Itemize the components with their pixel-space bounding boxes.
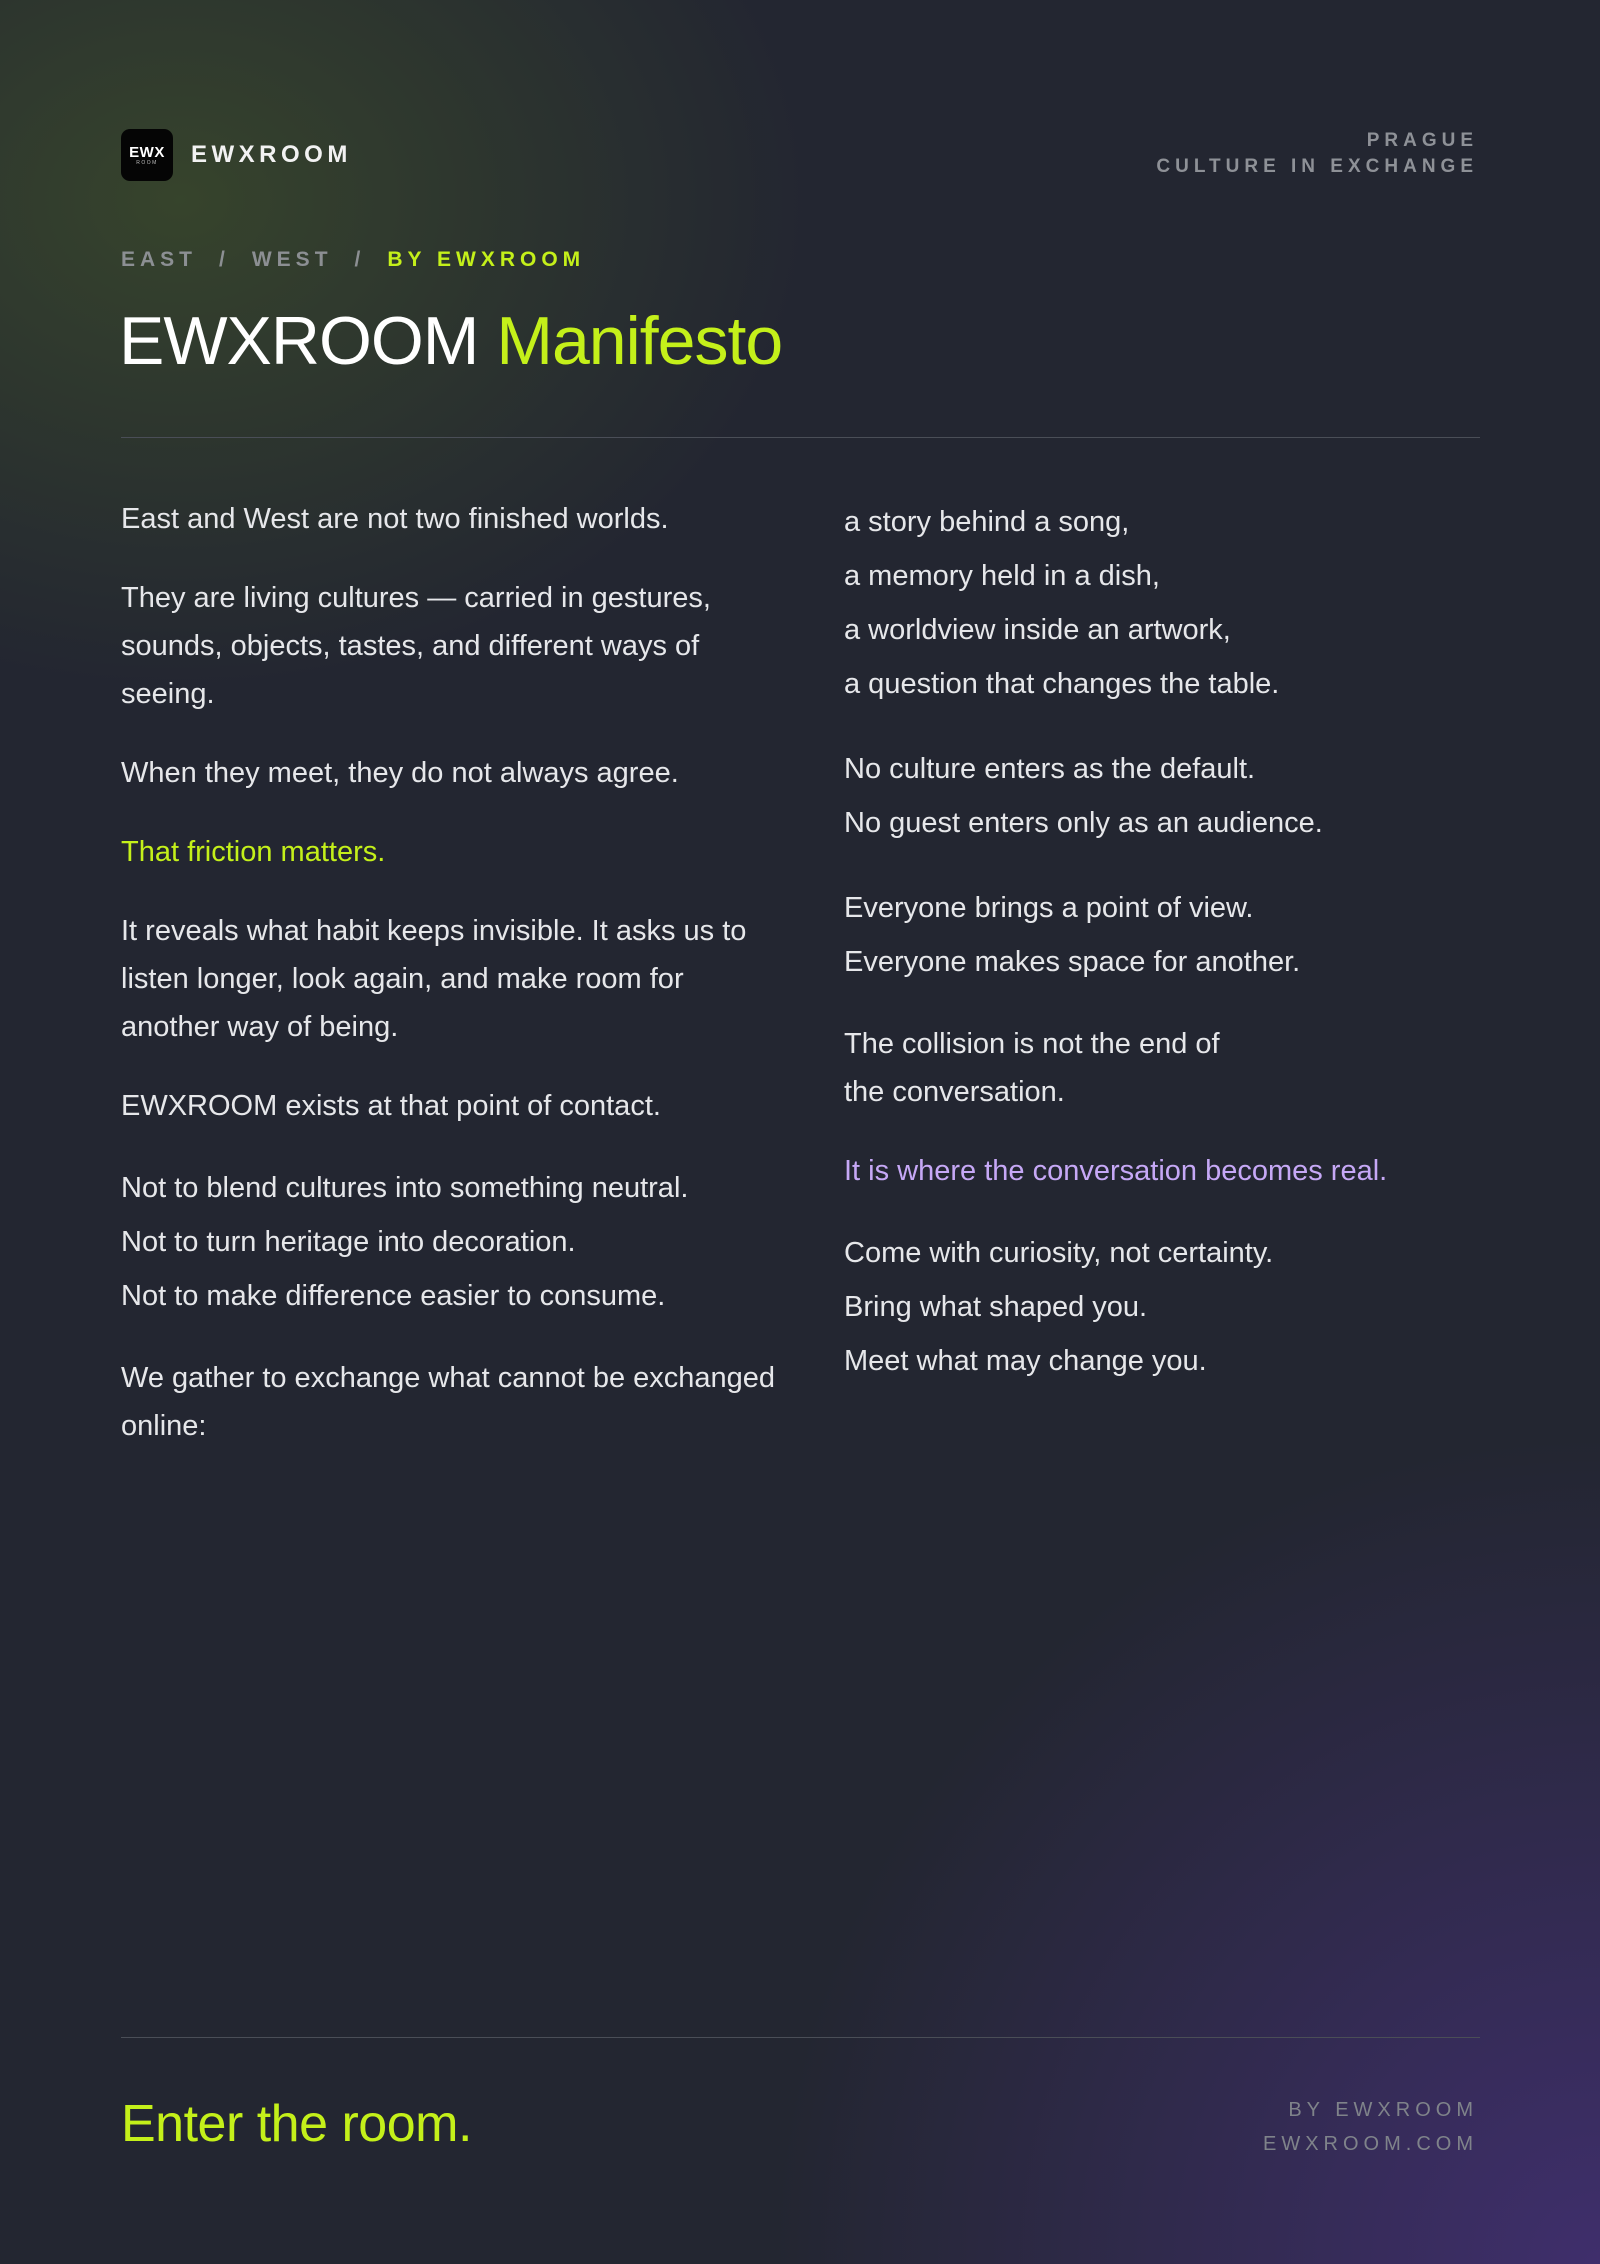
paragraph-lines [844, 1020, 1504, 1116]
paragraph-lines [844, 742, 1504, 850]
kicker [121, 248, 585, 272]
line: Not to blend cultures into something neutral. [121, 1172, 689, 1204]
highlight-paragraph: It is where the conversation becomes real. [844, 1155, 1388, 1187]
title-main: EWXROOM [119, 303, 479, 379]
paragraph: We gather to exchange what cannot be exchanged online: [121, 1362, 776, 1442]
kicker-by: BY EWXROOM [387, 248, 586, 271]
line: Bring what shaped you. [844, 1291, 1148, 1323]
highlight-paragraph: That friction matters. [121, 836, 386, 868]
footer-url: EWXROOM.COM [1263, 2133, 1478, 2155]
line: Not to make difference easier to consume. [121, 1280, 666, 1312]
line: The collision is not the end of [844, 1028, 1220, 1060]
paragraph: They are living cultures — carried in gestures, sounds, objects, tastes, and different ways of seeing. [121, 582, 711, 710]
line: a question that changes the table. [844, 668, 1280, 700]
call-to-action: Enter the room. [121, 2095, 472, 2153]
kicker-west: WEST [251, 248, 333, 271]
line: the conversation. [844, 1076, 1065, 1108]
location-block [1156, 128, 1478, 180]
logo-mark: EWX [129, 143, 165, 161]
footer-info [1263, 2093, 1478, 2161]
divider-top [121, 437, 1480, 438]
manifesto-left-column [121, 495, 781, 1481]
ewx-room-logo-icon [121, 129, 173, 181]
line: No culture enters as the default. [844, 753, 1256, 785]
title-accent: Manifesto [496, 303, 783, 379]
divider-bottom [121, 2037, 1480, 2038]
paragraph: EWXROOM exists at that point of contact. [121, 1090, 661, 1122]
manifesto-right-column [844, 495, 1504, 1419]
paragraph: East and West are not two finished worlds. [121, 503, 669, 535]
line: a worldview inside an artwork, [844, 614, 1231, 646]
page-title [119, 296, 782, 386]
brand [121, 129, 352, 181]
paragraph-lines [121, 1161, 781, 1323]
line: Come with curiosity, not certainty. [844, 1237, 1274, 1269]
kicker-separator: / [354, 248, 366, 271]
location-city: PRAGUE [1366, 130, 1478, 151]
line: Not to turn heritage into decoration. [121, 1226, 576, 1258]
footer-by: BY EWXROOM [1288, 2099, 1478, 2121]
line: Meet what may change you. [844, 1345, 1207, 1377]
line: a memory held in a dish, [844, 560, 1160, 592]
line: Everyone makes space for another. [844, 946, 1301, 978]
brand-name: EWXROOM [191, 141, 352, 168]
line: No guest enters only as an audience. [844, 807, 1323, 839]
kicker-separator: / [219, 248, 230, 271]
paragraph-lines [844, 881, 1504, 989]
logo-sub: ROOM [136, 159, 158, 166]
paragraph: It reveals what habit keeps invisible. It asks us to listen longer, look again, and make room for another way of being. [121, 915, 747, 1043]
kicker-east: EAST [121, 248, 198, 271]
paragraph-lines [844, 1226, 1504, 1388]
line: a story behind a song, [844, 506, 1130, 538]
paragraph-lines [844, 495, 1504, 711]
line: Everyone brings a point of view. [844, 892, 1254, 924]
location-tagline: CULTURE IN EXCHANGE [1156, 156, 1478, 177]
paragraph: When they meet, they do not always agree. [121, 757, 679, 789]
